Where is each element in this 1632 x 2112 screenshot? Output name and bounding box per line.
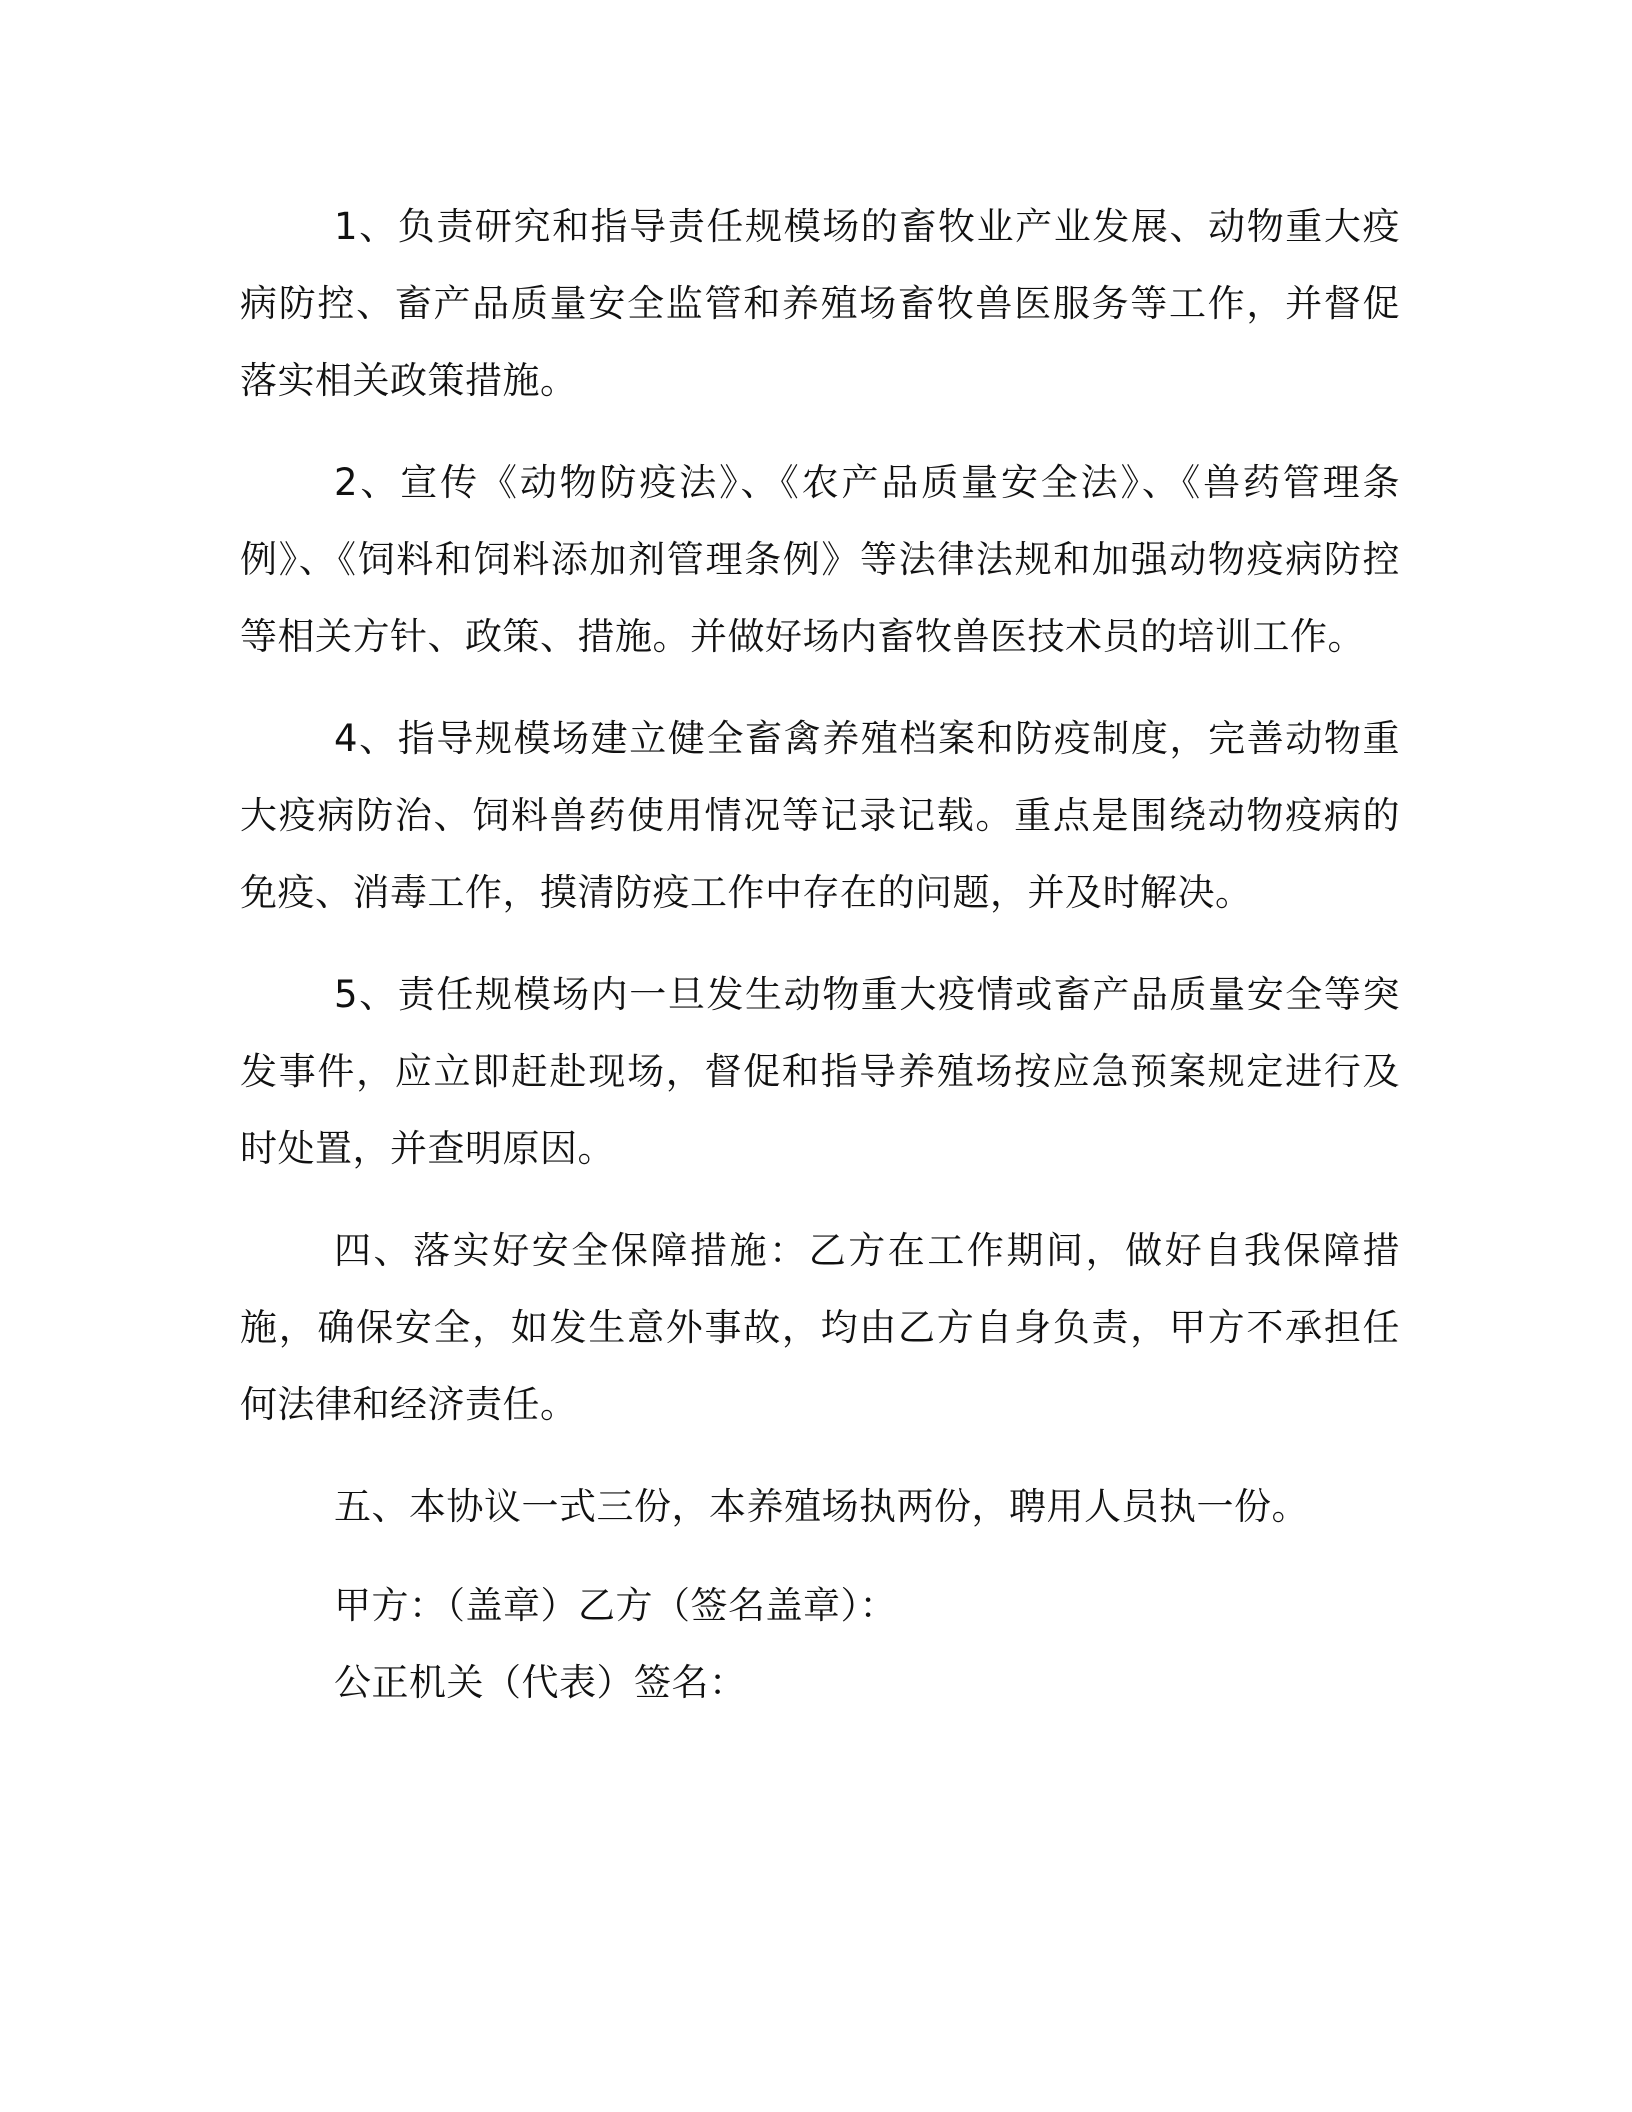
signature-notary: 公正机关（代表）签名： — [334, 1661, 747, 1704]
paragraph-duty-1: 1、负责研究和指导责任规模场的畜牧业产业发展、动物重大疫病防控、畜产品质量安全监管和养殖场畜牧兽医服务等工作，并督促落实相关政策措施。 — [240, 205, 1400, 402]
paragraph-duty-5: 5、责任规模场内一旦发生动物重大疫情或畜产品质量安全等突发事件，应立即赶赴现场，督促和指导养殖场按应急预案规定进行及时处置，并查明原因。 — [240, 973, 1400, 1170]
paragraph-duty-4: 4、指导规模场建立健全畜禽养殖档案和防疫制度，完善动物重大疫病防治、饲料兽药使用情况等记录记载。重点是围绕动物疫病的免疫、消毒工作，摸清防疫工作中存在的问题，并及时解决。 — [240, 717, 1400, 914]
signature-party-a-b: 甲方：（盖章）乙方（签名盖章）： — [334, 1584, 897, 1627]
paragraph-section-four: 四、落实好安全保障措施：乙方在工作期间，做好自我保障措施，确保安全，如发生意外事故，均由乙方自身负责，甲方不承担任何法律和经济责任。 — [240, 1229, 1400, 1426]
paragraph-duty-2: 2、宣传《动物防疫法》、《农产品质量安全法》、《兽药管理条例》、《饲料和饲料添加剂管理条例》等法律法规和加强动物疫病防控等相关方针、政策、措施。并做好场内畜牧兽医技术员的培训工作。 — [240, 461, 1400, 658]
paragraph-section-five: 五、本协议一式三份，本养殖场执两份，聘用人员执一份。 — [334, 1485, 1309, 1528]
document-body — [240, 188, 1400, 1721]
